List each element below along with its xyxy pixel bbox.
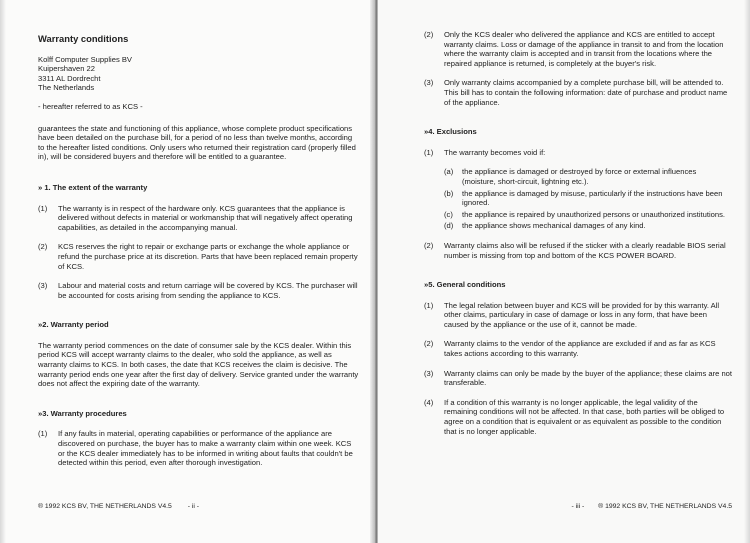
copyright-text: ® 1992 KCS BV, THE NETHERLANDS V4.5 — [598, 503, 732, 510]
exclusion-letter: (b) — [444, 188, 454, 198]
exclusion-item — [444, 221, 732, 231]
clause-number: (1) — [424, 300, 434, 310]
left-edge-shadow — [0, 0, 6, 543]
clause-text: The legal relation between buyer and KCS will be provided for by this warranty. All other claims, particulary in case of damage or loss in any form, that have been caused by the appliance or the use of it, cannot be made. — [444, 300, 720, 329]
address-line: 3311 AL Dordrecht — [38, 73, 101, 83]
exclusion-text: the appliance shows mechanical damages of any kind. — [462, 221, 646, 231]
clause-text: KCS reserves the right to repair or exchange parts or exchange the whole appliance or refund the purchase price at its discretion. Parts that have been replaced remain property of KCS. — [58, 242, 358, 271]
exclusion-letter: (d) — [444, 221, 454, 231]
section-heading-period: »2. Warranty period — [38, 320, 109, 330]
right-page — [378, 0, 750, 543]
company-address — [38, 55, 360, 93]
clause — [424, 339, 732, 358]
referred-note: - hereafter referred to as KCS - — [38, 101, 143, 111]
exclusion-letter: (a) — [444, 167, 454, 177]
clause-number: (1) — [424, 147, 434, 157]
clause-number: (3) — [424, 78, 434, 88]
exclusion-item — [444, 210, 732, 220]
exclusion-item — [444, 189, 732, 208]
address-line: The Netherlands — [38, 83, 95, 93]
right-footer — [571, 502, 732, 512]
clause-text: The warranty is in respect of the hardware only. KCS guarantees that the appliance is delivered without defects in material or workmanship that will negatively affect operating capabilities, as detailed in the accompanying manual. — [58, 203, 353, 232]
clause — [424, 398, 732, 436]
right-edge-shadow — [744, 0, 750, 543]
exclusion-text: the appliance is damaged by misuse, particularly if the instructions have been ignored. — [462, 188, 723, 208]
clause — [424, 301, 732, 330]
clause-text: Only warranty claims accompanied by a complete purchase bill, will be attended to. This bill has to contain the following information: date of purchase and product name of the appliance. — [444, 78, 728, 107]
clause-text: If any faults in material, operating capabilities or performance of the appliance are discovered on purchase, the buyer has to make a warranty claim within one week. KCS or the KCS dealer immediately has to be informed in writing about faults that couldn't be detected within this period, even after thorough investigation. — [58, 429, 353, 468]
clause-number: (2) — [38, 242, 48, 252]
clause-number: (2) — [424, 30, 434, 39]
clause-number: (4) — [424, 397, 434, 407]
section-heading-general: »5. General conditions — [424, 280, 506, 290]
clause-number: (1) — [38, 203, 48, 213]
clause-number: (1) — [38, 429, 48, 439]
document-title: Warranty conditions — [38, 33, 129, 44]
clause-number: (2) — [424, 240, 434, 250]
clause-text: If a condition of this warranty is no longer applicable, the legal validity of the remaining conditions will not be affected. In that case, both parties will be obliged to agree on a condition that is equivalent or as equivalent as possible to the condition that is no longer applicable. — [444, 397, 725, 436]
exclusion-list — [444, 167, 732, 231]
clause-number: (3) — [38, 281, 48, 291]
clause — [424, 30, 732, 68]
section-heading-exclusions: »4. Exclusions — [424, 127, 477, 137]
clause-text: Warranty claims can only be made by the buyer of the appliance; these claims are not transferable. — [444, 368, 733, 388]
address-line: Kolff Computer Supplies BV — [38, 54, 132, 64]
copyright-text: ® 1992 KCS BV, THE NETHERLANDS V4.5 — [38, 503, 172, 510]
clause — [38, 204, 360, 233]
left-page — [0, 0, 374, 543]
intro-paragraph: guarantees the state and functioning of this appliance, whose complete product specifications have been detailed on the purchase bill, for a period of no less than twelve months, according to the hereafter listed conditions. Only users who returned their registration card (properly filled in), will be considered buyers and therefore will be entitled to a guarantee. — [38, 123, 356, 162]
page-number: - ii - — [187, 503, 200, 510]
clause — [38, 281, 360, 300]
clause-text: Warranty claims to the vendor of the appliance are excluded if and as far as KCS takes actions according to this warranty. — [444, 339, 716, 359]
section-heading-procedures: »3. Warranty procedures — [38, 408, 127, 418]
clause-text: Only the KCS dealer who delivered the appliance and KCS are entitled to accept warranty claims. Loss or damage of the appliance in transit to and from the location where the warranty claim is accepted and in transit from the locations where the repaired appliance is returned, is completely at the buyer's risk. — [444, 30, 724, 68]
exclusion-text: the appliance is damaged or destroyed by force or external influences (moisture, short-circuit, lightning etc.). — [462, 167, 697, 186]
exclusion-text: the appliance is repaired by unauthorized persons or unauthorized institutions. — [462, 209, 725, 219]
exclusion-letter: (c) — [444, 209, 453, 219]
address-line: Kuipershaven 22 — [38, 64, 95, 74]
page-number: - iii - — [571, 503, 585, 510]
clause-number: (3) — [424, 368, 434, 378]
clause-text: Labour and material costs and return carriage will be covered by KCS. The purchaser will be accounted for costs arising from sending the appliance to KCS. — [58, 281, 358, 300]
section-heading-extent: » 1. The extent of the warranty — [38, 182, 148, 192]
left-footer — [38, 502, 199, 512]
clause — [424, 241, 732, 260]
clause-number: (2) — [424, 339, 434, 349]
exclusion-item — [444, 167, 732, 186]
clause — [38, 242, 360, 271]
clause-text: Warranty claims also will be refused if the sticker with a clearly readable BIOS serial number is missing from top and bottom of the KCS POWER BOARD. — [444, 240, 726, 260]
clause — [424, 148, 732, 158]
clause — [424, 369, 732, 388]
clause — [38, 429, 360, 467]
period-paragraph: The warranty period commences on the date of consumer sale by the KCS dealer. Within this period KCS will accept warranty claims to the dealer, who sold the appliance, as well as warranty claims to KCS. In both cases, the date that KCS receives the claim is decisive. The warranty period ends one year after the first day of delivery. Service granted under the warranty does not affect the expiring date of the warranty. — [38, 340, 359, 389]
clause-text: The warranty becomes void if: — [444, 147, 546, 157]
clause — [424, 78, 732, 107]
